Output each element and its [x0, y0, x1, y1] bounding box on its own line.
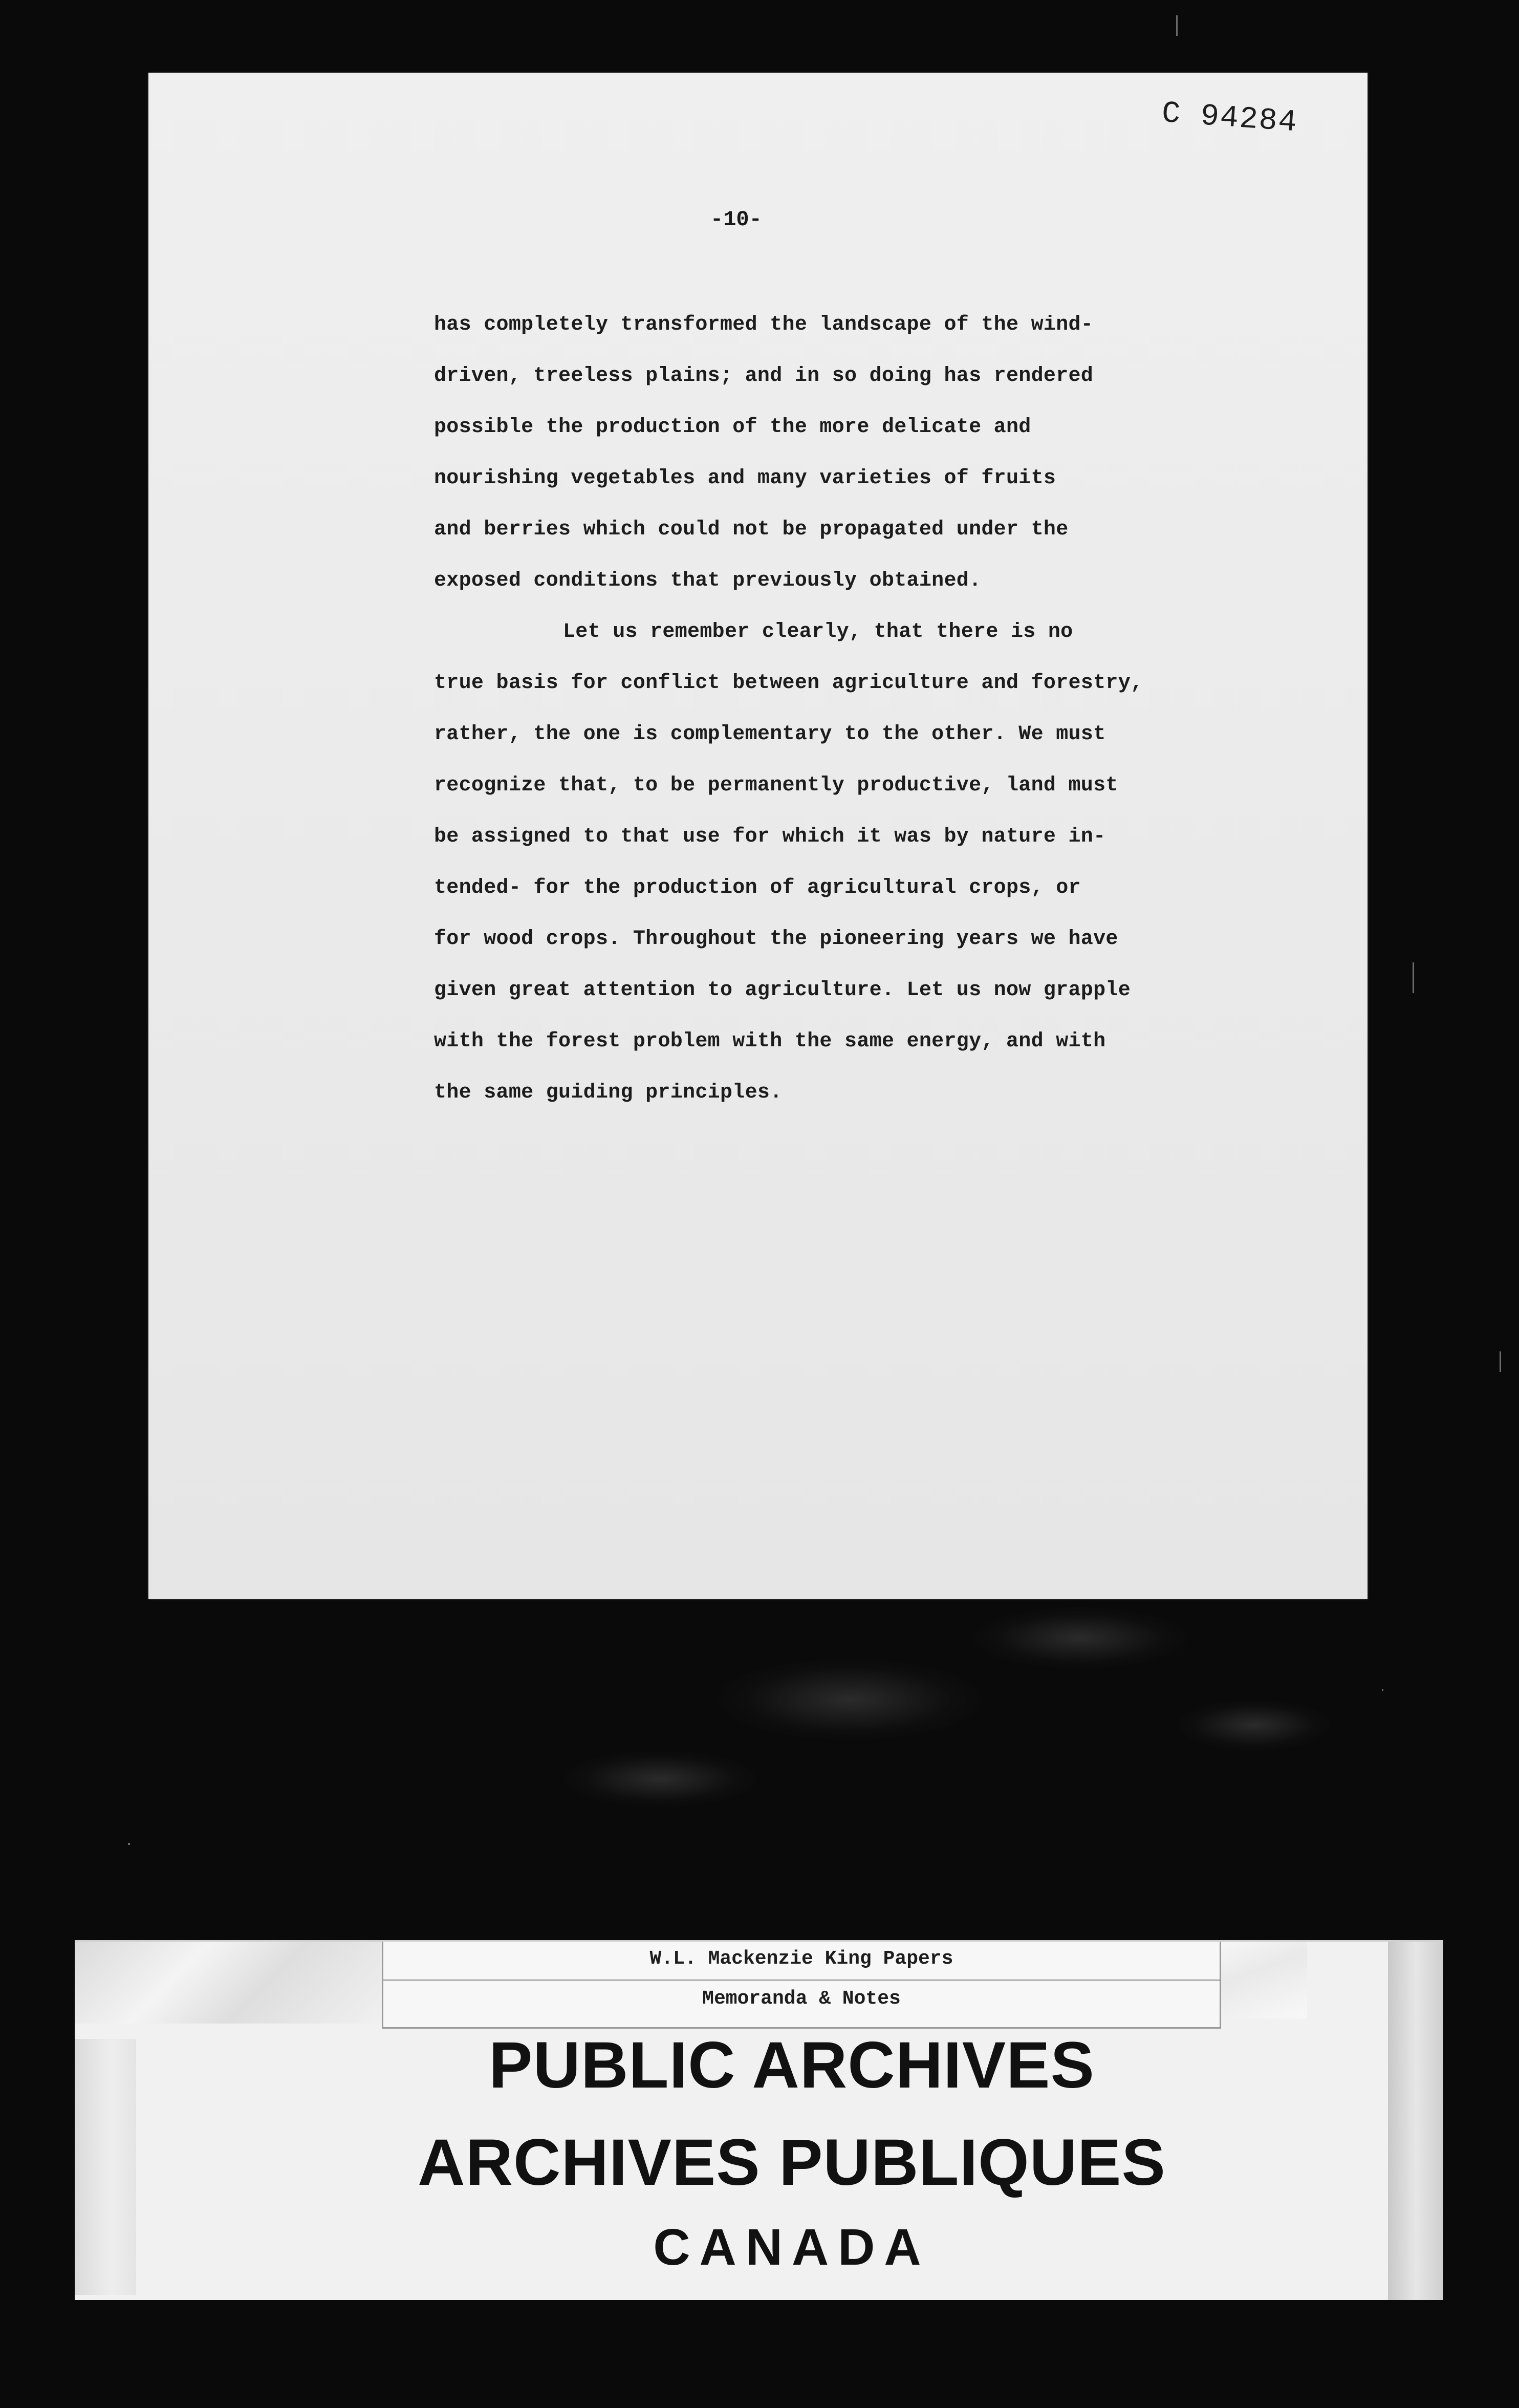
text-line: tended- for the production of agricultural crops, or [434, 876, 1081, 899]
film-mottle [717, 1659, 983, 1740]
series-name: Memoranda & Notes [702, 1988, 901, 2010]
label-divider [383, 1980, 1220, 1981]
film-mottle [563, 1751, 757, 1807]
text-line: with the forest problem with the same energy, and with [434, 1030, 1106, 1053]
text-line: has completely transformed the landscape of the wind- [434, 313, 1094, 336]
text-line-paragraph-start: Let us remember clearly, that there is no [563, 620, 1073, 643]
text-line: and berries which could not be propagated under the [434, 518, 1069, 541]
heading-english: PUBLIC ARCHIVES [489, 2029, 1095, 2102]
text-line: rather, the one is complementary to the other. We must [434, 723, 1106, 746]
torn-paper-edge [75, 1942, 382, 2024]
text-line: possible the production of the more delicate and [434, 416, 1031, 439]
text-line: exposed conditions that previously obtained. [434, 569, 982, 592]
text-line: nourishing vegetables and many varieties of fruits [434, 467, 1056, 490]
archive-reference-number: C 94284 [1160, 96, 1299, 141]
text-line: recognize that, to be permanently productive, land must [434, 774, 1118, 797]
film-scratch [1176, 15, 1178, 36]
heading-french: ARCHIVES PUBLIQUES [418, 2126, 1166, 2199]
film-mottle [1177, 1700, 1331, 1751]
page-number: -10- [710, 207, 762, 232]
text-line: true basis for conflict between agriculture and forestry, [434, 672, 1143, 695]
film-mottle [972, 1607, 1187, 1669]
text-line: driven, treeless plains; and in so doing has rendered [434, 364, 1094, 388]
collection-name: W.L. Mackenzie King Papers [649, 1948, 953, 1970]
collection-label [382, 1942, 1221, 2029]
text-line: be assigned to that use for which it was by nature in- [434, 825, 1106, 848]
text-line: given great attention to agriculture. Let us now grapple [434, 979, 1131, 1002]
film-speck [128, 1843, 130, 1845]
film-speck [1382, 1689, 1383, 1691]
country-name: CANADA [653, 2219, 930, 2276]
text-line: for wood crops. Throughout the pioneering years we have [434, 928, 1118, 951]
archive-label-card [75, 1940, 1443, 2300]
film-scratch [1413, 962, 1414, 993]
film-scratch [1500, 1351, 1501, 1372]
text-line: the same guiding principles. [434, 1081, 783, 1104]
body-text [434, 310, 1191, 1129]
